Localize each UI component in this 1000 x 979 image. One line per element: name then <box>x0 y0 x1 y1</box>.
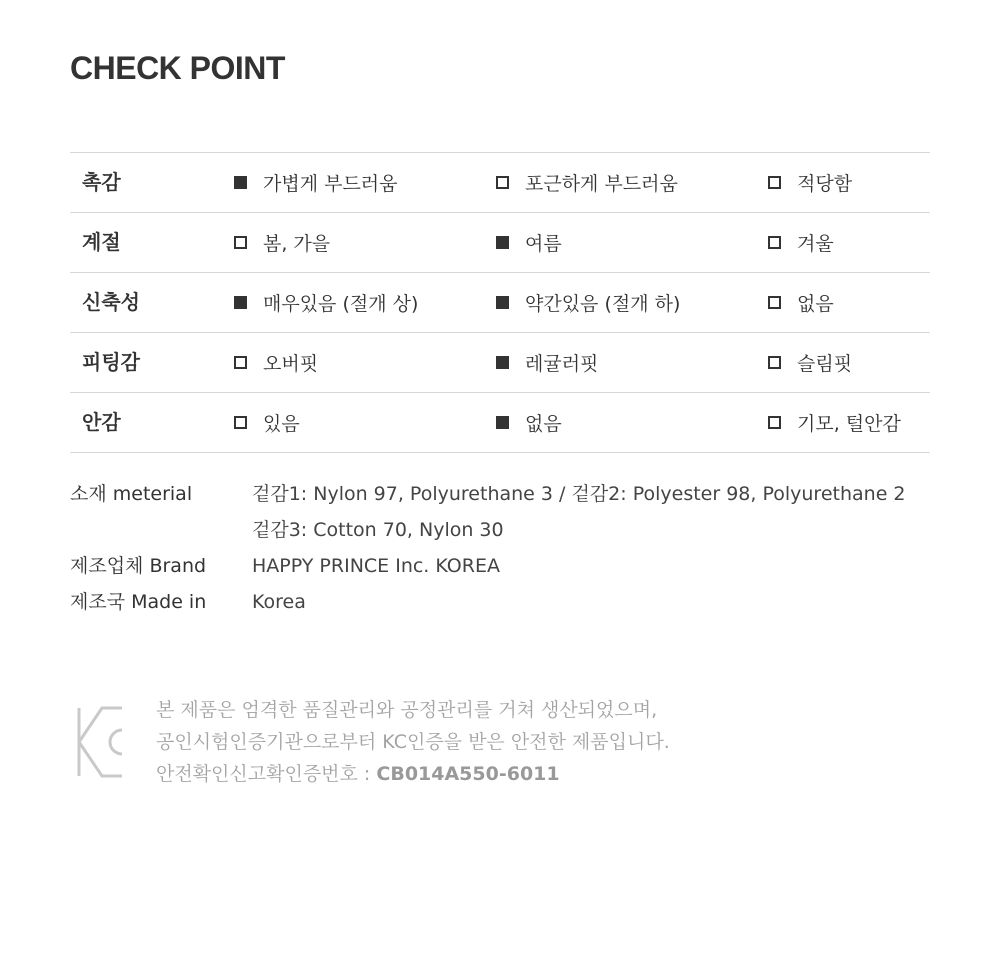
option-item <box>768 333 852 392</box>
option-label: 없음 <box>797 293 834 315</box>
table-row <box>70 153 930 213</box>
option-item <box>234 333 318 392</box>
option-label: 가볍게 부드러움 <box>263 173 398 195</box>
option-label: 기모, 털안감 <box>797 413 901 435</box>
option-label: 슬림핏 <box>797 353 853 375</box>
option-label: 적당함 <box>797 173 853 195</box>
option-item <box>768 213 834 272</box>
material-label: 소재 meterial <box>70 483 193 505</box>
option-label: 포근하게 부드러움 <box>525 173 678 195</box>
table-row <box>70 393 930 453</box>
option-label: 있음 <box>263 413 300 435</box>
material-row-continued <box>70 512 930 548</box>
table-row <box>70 213 930 273</box>
checkbox-empty-icon <box>768 236 781 249</box>
material-value-line1: 겉감1: Nylon 97, Polyurethane 3 / 겉감2: Polyester 98, Polyurethane 2 <box>252 483 906 505</box>
option-label: 오버핏 <box>263 353 319 375</box>
option-label: 겨울 <box>797 233 834 255</box>
option-label: 레귤러핏 <box>525 353 599 375</box>
row-label: 신축성 <box>82 290 140 314</box>
table-row <box>70 333 930 393</box>
origin-row <box>70 584 930 620</box>
kc-statement <box>156 694 670 790</box>
checkbox-empty-icon <box>768 176 781 189</box>
checkbox-empty-icon <box>768 296 781 309</box>
option-label: 없음 <box>525 413 562 435</box>
option-item <box>234 393 300 452</box>
checkbox-empty-icon <box>234 236 247 249</box>
product-info <box>70 476 930 620</box>
checkbox-checked-icon <box>496 416 509 429</box>
option-item <box>496 333 598 392</box>
kc-mark-icon <box>76 706 124 778</box>
checkbox-empty-icon <box>496 176 509 189</box>
checkbox-empty-icon <box>234 356 247 369</box>
option-item <box>234 153 398 212</box>
row-label: 피팅감 <box>82 350 140 374</box>
checkbox-checked-icon <box>234 296 247 309</box>
checkbox-checked-icon <box>496 356 509 369</box>
check-point-table <box>70 152 930 453</box>
option-item <box>768 393 901 452</box>
origin-value: Korea <box>252 591 306 613</box>
material-value-line2: 겉감3: Cotton 70, Nylon 30 <box>252 519 504 541</box>
brand-value: HAPPY PRINCE Inc. KOREA <box>252 555 500 577</box>
checkbox-empty-icon <box>234 416 247 429</box>
row-label: 촉감 <box>82 170 121 194</box>
option-item <box>496 273 680 332</box>
option-label: 약간있음 (절개 하) <box>525 293 681 315</box>
table-row <box>70 273 930 333</box>
option-item <box>768 153 852 212</box>
option-item <box>234 213 330 272</box>
checkbox-checked-icon <box>234 176 247 189</box>
brand-label: 제조업체 Brand <box>70 555 207 577</box>
page-title: CHECK POINT <box>70 50 285 86</box>
checkbox-checked-icon <box>496 236 509 249</box>
option-item <box>768 273 834 332</box>
brand-row <box>70 548 930 584</box>
row-label: 계절 <box>82 230 121 254</box>
material-row <box>70 476 930 512</box>
option-item <box>496 393 562 452</box>
checkbox-empty-icon <box>768 356 781 369</box>
origin-label: 제조국 Made in <box>70 591 207 613</box>
option-label: 여름 <box>525 233 562 255</box>
option-label: 매우있음 (절개 상) <box>263 293 419 315</box>
row-label: 안감 <box>82 410 121 434</box>
option-item <box>234 273 418 332</box>
option-label: 봄, 가을 <box>263 233 331 255</box>
option-item <box>496 153 678 212</box>
checkbox-empty-icon <box>768 416 781 429</box>
option-item <box>496 213 562 272</box>
kc-statement-line1: 본 제품은 엄격한 품질관리와 공정관리를 거쳐 생산되었으며, <box>156 699 658 721</box>
kc-code-value: CB014A550-6011 <box>376 763 560 785</box>
kc-code-label: 안전확인신고확인증번호 : <box>156 763 377 785</box>
checkbox-checked-icon <box>496 296 509 309</box>
kc-certificate-number <box>156 758 670 790</box>
kc-certification <box>70 694 930 794</box>
kc-statement-line2: 공인시험인증기관으로부터 KC인증을 받은 안전한 제품입니다. <box>156 731 670 753</box>
